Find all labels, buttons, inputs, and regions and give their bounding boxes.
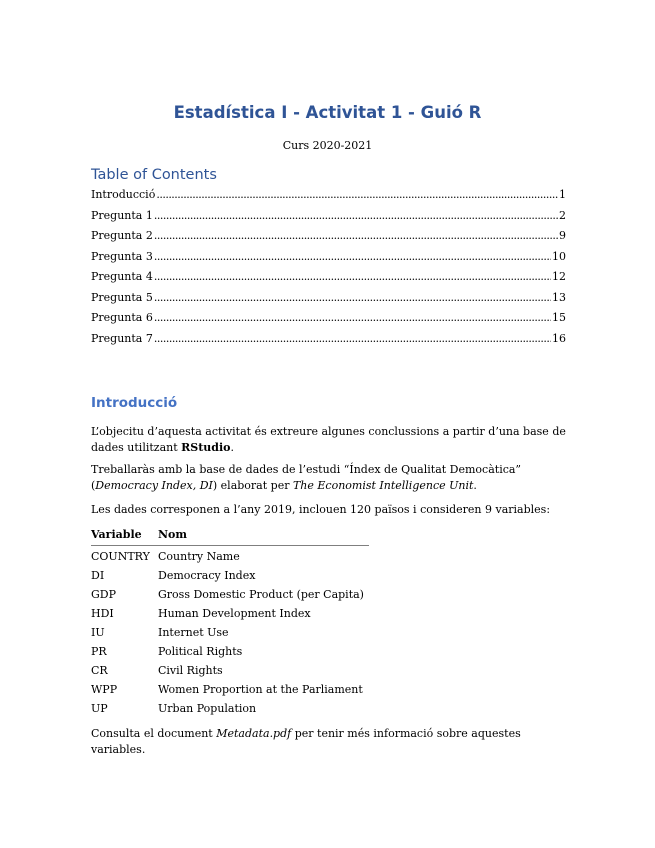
variable-code: DI (91, 569, 105, 582)
toc-leader-dots (154, 250, 551, 263)
toc-entry-page: 12 (552, 270, 566, 283)
variable-name: Human Development Index (158, 607, 311, 620)
variable-name: Democracy Index (158, 569, 256, 582)
document-subtitle: Curs 2020-2021 (282, 139, 373, 152)
toc-entry-label: Pregunta 3 (91, 249, 153, 263)
document-title: Estadística I - Activitat 1 - Guió R (173, 103, 482, 122)
table-row (91, 566, 369, 585)
variable-name: Women Proportion at the Parliament (158, 683, 363, 696)
toc-leader-dots (154, 229, 558, 242)
section-heading-introduccio: Introducció (91, 395, 178, 411)
toc-leader-dots (156, 188, 558, 201)
table-row (91, 585, 369, 604)
toc-entry-label: Pregunta 2 (91, 229, 153, 242)
variable-name: Country Name (158, 550, 240, 563)
toc-entry-pregunta-5[interactable] (91, 291, 566, 312)
table-of-contents (91, 188, 566, 352)
toc-leader-dots (154, 209, 558, 222)
toc-leader-dots (154, 270, 551, 283)
variable-code: HDI (91, 607, 114, 620)
toc-entry-pregunta-1[interactable] (91, 209, 566, 230)
toc-leader-dots (154, 332, 551, 345)
toc-entry-label: Introducció (91, 188, 156, 201)
toc-entry-label: Pregunta 7 (91, 331, 153, 345)
table-row (91, 642, 369, 661)
table-row (91, 680, 369, 699)
toc-entry-label: Pregunta 6 (91, 311, 153, 324)
toc-entry-label: Pregunta 4 (91, 270, 153, 283)
variable-name: Internet Use (158, 626, 229, 639)
toc-entry-pregunta-6[interactable] (91, 311, 566, 332)
toc-entry-introduccio[interactable] (91, 188, 566, 209)
toc-entry-page: 9 (559, 229, 566, 242)
toc-entry-page: 10 (552, 249, 566, 263)
variable-name: Urban Population (158, 702, 257, 715)
intro-paragraph-objective: L’objecitu d’aquesta activitat és extreure algunes conclussions a partir d’una base de dades utilitzant RStudio. (91, 425, 566, 454)
column-header-nom: Nom (158, 528, 188, 541)
variable-code: PR (91, 645, 107, 658)
toc-entry-page: 1 (559, 188, 566, 201)
toc-entry-label: Pregunta 1 (91, 208, 153, 222)
variable-name: Political Rights (158, 645, 243, 658)
variable-code: IU (91, 626, 105, 639)
table-row (91, 623, 369, 642)
toc-entry-page: 13 (552, 290, 566, 304)
toc-heading: Table of Contents (91, 167, 217, 183)
table-row (91, 699, 369, 718)
table-row (91, 604, 369, 623)
variable-name: Gross Domestic Product (per Capita) (158, 588, 364, 601)
metadata-file-reference: Metadata.pdf (216, 727, 292, 740)
variable-code: CR (91, 664, 108, 677)
toc-entry-page: 15 (552, 311, 566, 324)
toc-entry-label: Pregunta 5 (91, 290, 153, 304)
variable-code: GDP (91, 588, 117, 601)
table-row (91, 661, 369, 680)
toc-entry-pregunta-7[interactable] (91, 332, 566, 353)
intro-paragraph-database: Treballaràs amb la base de dades de l’estudi “Índex de Qualitat Democàtica” (Democracy Index, DI) elaborat per The Economist Intelligence Unit. (91, 463, 522, 492)
variable-code: COUNTRY (91, 550, 150, 563)
toc-entry-page: 2 (559, 208, 566, 222)
intro-paragraph-data-scope: Les dades corresponen a l’any 2019, inclouen 120 països i consideren 9 variables: (91, 503, 551, 516)
variable-code: UP (91, 702, 108, 715)
variable-name: Civil Rights (158, 664, 223, 677)
toc-leader-dots (154, 291, 551, 304)
column-header-variable: Variable (91, 528, 142, 541)
toc-entry-pregunta-3[interactable] (91, 250, 566, 271)
toc-entry-page: 16 (552, 331, 566, 345)
variables-table (91, 528, 369, 718)
variable-code: WPP (91, 683, 118, 696)
toc-leader-dots (154, 311, 551, 324)
variables-table-header (91, 528, 369, 546)
toc-entry-pregunta-2[interactable] (91, 229, 566, 250)
table-row (91, 547, 369, 566)
intro-paragraph-metadata: Consulta el document Metadata.pdf per tenir més informació sobre aquestes variables. (91, 727, 521, 756)
toc-entry-pregunta-4[interactable] (91, 270, 566, 291)
